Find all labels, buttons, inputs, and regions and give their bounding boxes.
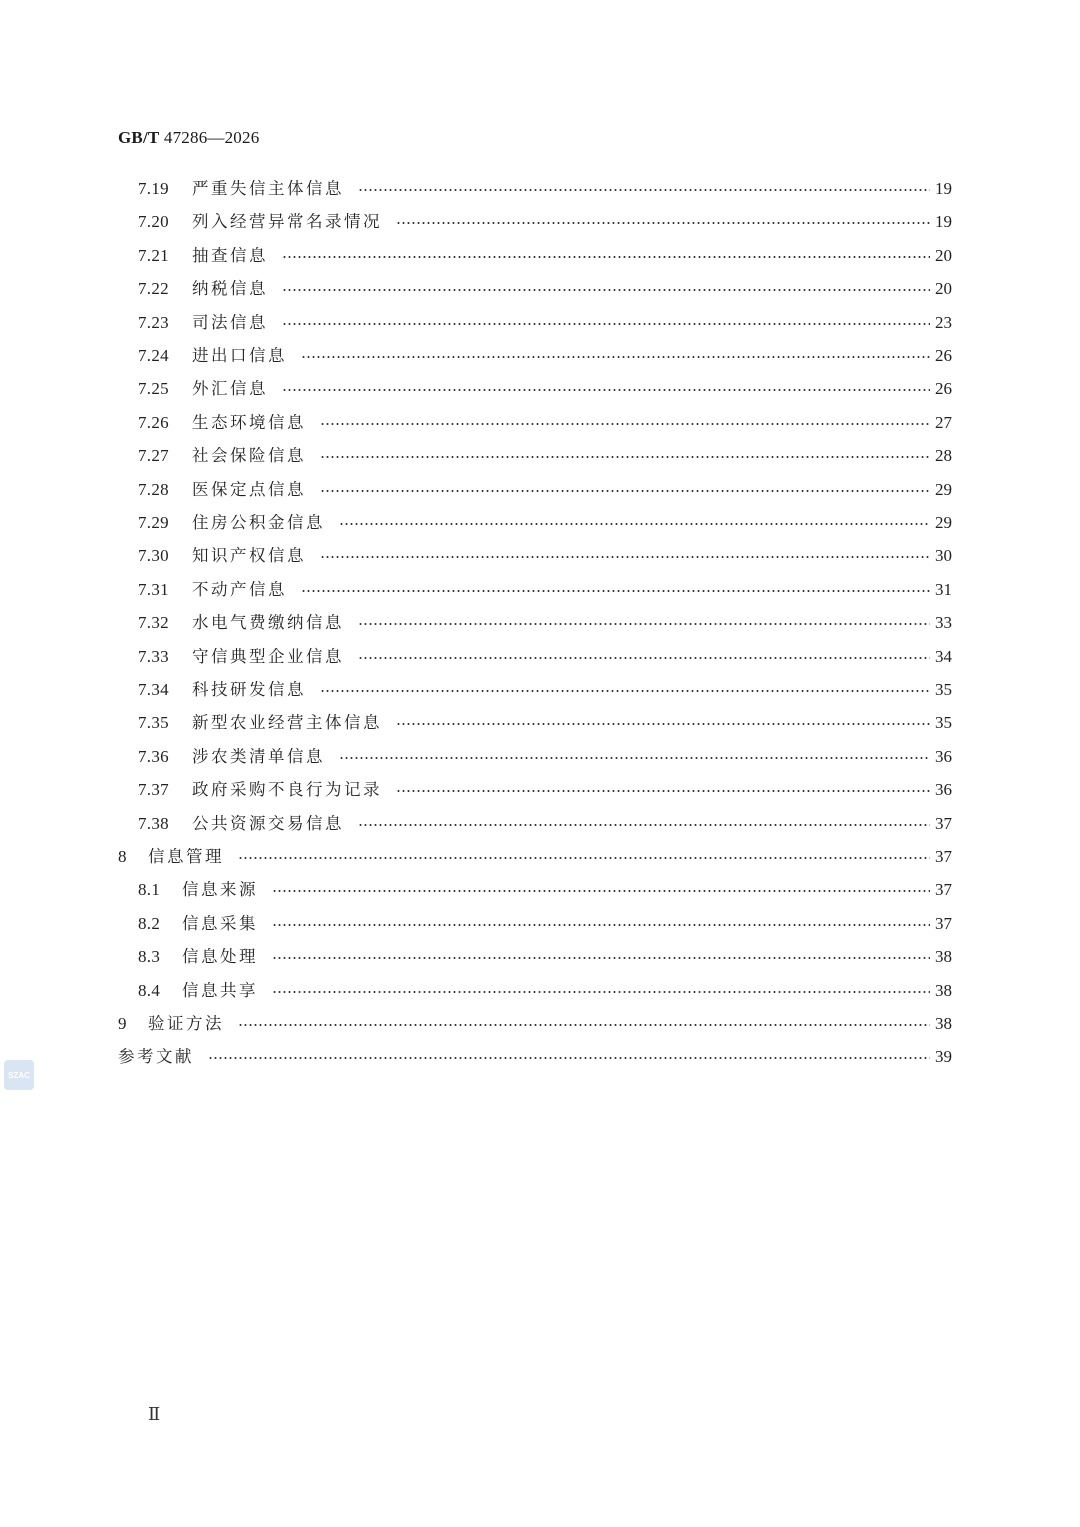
toc-dot-leader xyxy=(208,1057,930,1059)
toc-entry[interactable] xyxy=(138,974,952,1007)
toc-entry-number: 7.31 xyxy=(138,579,169,599)
toc-entry[interactable] xyxy=(138,539,952,572)
toc-dot-leader xyxy=(238,1024,930,1026)
toc-entry[interactable] xyxy=(138,406,952,439)
toc-entry-number: 7.19 xyxy=(138,179,169,198)
toc-entry-page: 33 xyxy=(935,613,952,633)
toc-entry-page: 26 xyxy=(935,346,952,365)
toc-entry-number: 7.25 xyxy=(138,379,169,399)
toc-dot-leader xyxy=(339,757,930,759)
szac-watermark-logo xyxy=(4,1060,34,1090)
toc-dot-leader xyxy=(320,556,930,558)
watermark-text: SZAC xyxy=(8,1070,30,1080)
toc-entry-title: 参考文献 xyxy=(118,1047,194,1067)
toc-entry-number: 7.26 xyxy=(138,412,169,432)
toc-entry[interactable] xyxy=(138,172,952,205)
toc-entry[interactable] xyxy=(138,640,952,673)
toc-entry-page: 36 xyxy=(935,780,952,800)
toc-entry-number: 8.1 xyxy=(138,880,161,900)
toc-entry[interactable] xyxy=(138,940,952,973)
toc-entry[interactable] xyxy=(118,840,952,873)
toc-entry-title: 水电气费缴纳信息 xyxy=(192,613,344,633)
toc-entry-number: 7.30 xyxy=(138,546,169,566)
toc-entry[interactable] xyxy=(138,272,952,305)
toc-entry-title: 生态环境信息 xyxy=(192,412,306,432)
toc-entry-number: 7.34 xyxy=(138,680,169,699)
toc-entry[interactable] xyxy=(138,873,952,906)
toc-entry-page: 39 xyxy=(935,1047,952,1067)
toc-dot-leader xyxy=(358,824,930,826)
toc-entry-page: 38 xyxy=(935,947,952,967)
toc-entry-title: 抽查信息 xyxy=(192,245,268,265)
toc-entry[interactable] xyxy=(138,807,952,840)
toc-entry[interactable] xyxy=(138,706,952,739)
toc-entry-page: 28 xyxy=(935,446,952,466)
toc-entry[interactable] xyxy=(138,573,952,606)
toc-entry-page: 27 xyxy=(935,412,952,432)
toc-entry-title: 信息来源 xyxy=(182,880,258,900)
toc-entry-title: 公共资源交易信息 xyxy=(192,813,344,833)
page-number: Ⅱ xyxy=(148,1404,161,1424)
toc-entry-title: 政府采购不良行为记录 xyxy=(192,780,382,800)
toc-entry-title: 司法信息 xyxy=(192,312,268,332)
toc-dot-leader xyxy=(282,256,930,258)
toc-entry-number: 7.35 xyxy=(138,713,169,733)
toc-entry[interactable] xyxy=(138,339,952,372)
toc-entry-number: 7.23 xyxy=(138,312,169,332)
toc-entry-page: 19 xyxy=(935,212,952,232)
toc-entry-page: 37 xyxy=(935,813,952,833)
toc-entry-title: 纳税信息 xyxy=(192,279,268,299)
toc-entry[interactable] xyxy=(138,306,952,339)
toc-dot-leader xyxy=(320,423,930,425)
toc-entry-number: 7.24 xyxy=(138,346,169,365)
toc-entry-page: 31 xyxy=(935,579,952,599)
toc-entry-title: 科技研发信息 xyxy=(192,680,306,699)
toc-entry-title: 医保定点信息 xyxy=(192,479,306,499)
toc-entry-title: 列入经营异常名录情况 xyxy=(192,212,382,232)
toc-entry-page: 29 xyxy=(935,513,952,532)
toc-entry-number: 8.4 xyxy=(138,980,161,1000)
toc-entry-title: 进出口信息 xyxy=(192,346,287,365)
toc-dot-leader xyxy=(358,623,930,625)
toc-entry-number: 7.38 xyxy=(138,813,169,833)
toc-dot-leader xyxy=(301,356,930,358)
toc-entry-page: 29 xyxy=(935,479,952,499)
toc-entry-page: 37 xyxy=(935,880,952,900)
toc-entry-page: 36 xyxy=(935,746,952,766)
toc-dot-leader xyxy=(339,523,930,525)
toc-entry-title: 严重失信主体信息 xyxy=(192,179,344,198)
toc-dot-leader xyxy=(320,690,930,692)
toc-dot-leader xyxy=(272,957,930,959)
toc-dot-leader xyxy=(272,924,930,926)
toc-entry-page: 30 xyxy=(935,546,952,566)
toc-entry-title: 信息共享 xyxy=(182,980,258,1000)
toc-entry-number: 9 xyxy=(118,1014,127,1033)
toc-dot-leader xyxy=(238,857,930,859)
toc-entry-page: 19 xyxy=(935,179,952,198)
toc-entry-number: 7.29 xyxy=(138,513,169,532)
toc-entry-number: 8 xyxy=(118,847,127,866)
toc-entry-page: 20 xyxy=(935,245,952,265)
toc-entry[interactable] xyxy=(138,673,952,706)
toc-entry-number: 7.33 xyxy=(138,646,169,666)
toc-entry-title: 知识产权信息 xyxy=(192,546,306,566)
toc-entry-page: 37 xyxy=(935,913,952,933)
toc-dot-leader xyxy=(282,389,930,391)
standard-number: 47286—2026 xyxy=(163,128,260,147)
toc-entry[interactable] xyxy=(138,372,952,405)
toc-dot-leader xyxy=(320,456,930,458)
toc-entry-page: 38 xyxy=(935,980,952,1000)
toc-entry-title: 验证方法 xyxy=(148,1014,224,1033)
toc-entry-title: 守信典型企业信息 xyxy=(192,646,344,666)
toc-entry-title: 住房公积金信息 xyxy=(192,513,325,532)
toc-entry[interactable] xyxy=(118,1007,952,1040)
toc-entry-number: 7.27 xyxy=(138,446,169,466)
toc-entry[interactable] xyxy=(138,506,952,539)
toc-entry-number: 7.22 xyxy=(138,279,169,299)
toc-entry-page: 34 xyxy=(935,646,952,666)
document-header xyxy=(118,128,259,148)
toc-dot-leader xyxy=(272,890,930,892)
toc-entry-title: 新型农业经营主体信息 xyxy=(192,713,382,733)
toc-entry-number: 7.32 xyxy=(138,613,169,633)
toc-entry[interactable] xyxy=(138,606,952,639)
toc-entry-page: 23 xyxy=(935,312,952,332)
toc-entry[interactable] xyxy=(138,907,952,940)
toc-entry-title: 信息采集 xyxy=(182,913,258,933)
toc-entry[interactable] xyxy=(138,239,952,272)
toc-entry-page: 20 xyxy=(935,279,952,299)
toc-entry-number: 8.2 xyxy=(138,913,161,933)
toc-dot-leader xyxy=(396,790,930,792)
toc-entry-number: 7.28 xyxy=(138,479,169,499)
toc-entry-page: 38 xyxy=(935,1014,952,1033)
toc-entry-page: 37 xyxy=(935,847,952,866)
toc-entry[interactable] xyxy=(138,773,952,806)
toc-dot-leader xyxy=(272,991,930,993)
toc-dot-leader xyxy=(396,222,930,224)
toc-entry[interactable] xyxy=(118,1040,952,1073)
standard-prefix: GB/T xyxy=(118,128,160,147)
toc-entry[interactable] xyxy=(138,205,952,238)
toc-dot-leader xyxy=(396,723,930,725)
toc-entry-number: 7.37 xyxy=(138,780,169,800)
toc-entry-number: 7.36 xyxy=(138,746,169,766)
toc-entry-title: 涉农类清单信息 xyxy=(192,746,325,766)
toc-entry-title: 社会保险信息 xyxy=(192,446,306,466)
toc-dot-leader xyxy=(282,323,930,325)
toc-dot-leader xyxy=(301,590,930,592)
toc-dot-leader xyxy=(358,189,930,191)
toc-dot-leader xyxy=(320,490,930,492)
toc-entry-number: 8.3 xyxy=(138,947,161,967)
toc-entry-title: 信息管理 xyxy=(148,847,224,866)
toc-dot-leader xyxy=(358,657,930,659)
toc-entry-page: 26 xyxy=(935,379,952,399)
toc-entry-number: 7.20 xyxy=(138,212,169,232)
toc-entry-page: 35 xyxy=(935,680,952,699)
toc-entry-title: 外汇信息 xyxy=(192,379,268,399)
toc-entry-page: 35 xyxy=(935,713,952,733)
toc-entry-title: 不动产信息 xyxy=(192,579,287,599)
toc-entry[interactable] xyxy=(138,473,952,506)
toc-entry[interactable] xyxy=(138,439,952,472)
toc-dot-leader xyxy=(282,289,930,291)
toc-entry[interactable] xyxy=(138,740,952,773)
toc-entry-title: 信息处理 xyxy=(182,947,258,967)
toc-entry-number: 7.21 xyxy=(138,245,169,265)
